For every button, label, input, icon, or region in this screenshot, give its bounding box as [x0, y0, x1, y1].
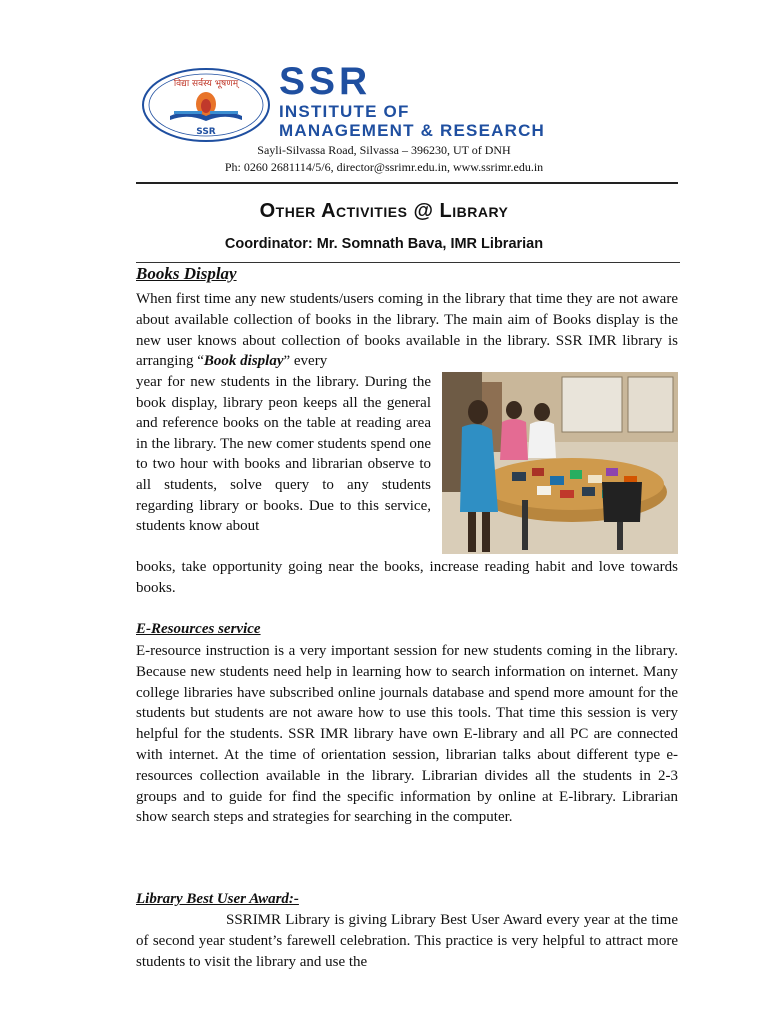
section-heading-best-user-award: Library Best User Award:- [136, 891, 299, 907]
e-resources-text: E-resource instruction is a very important session for new students coming in the library. Because new students need help in learning how to search information on internet. Many college libraries have subscribed online journals database and spend more amount for the students but students are not aware how to use this tools. That time this session is very helpful for the students. SSR IMR library have own E-library and all PC are connected with internet. At the time of orientation session, librarian talks about different type e-resources collection available in the library. Librarian divides all the students in 2-3 groups and to guide for find the specific information by online at E-library. Librarian show search steps and strategies for searching in the computer. [136, 643, 678, 826]
books-display-intro-a: When first time any new students/users coming in the library that time they are not aware about available collection of books in the library. The main aim of Books display is the new user knows about collection of books available in the library. SSR IMR library is arranging “ [136, 291, 678, 370]
contact-line: Ph: 0260 2681114/5/6, director@ssrimr.edu.in, www.ssrimr.edu.in [224, 160, 544, 174]
title-divider [136, 262, 680, 263]
coordinator-line: Coordinator: Mr. Somnath Bava, IMR Librarian [224, 236, 544, 252]
book-display-emphasis: Book display [203, 353, 284, 370]
section-heading-e-resources: E-Resources service [136, 621, 261, 637]
logo-motto: विद्या सर्वस्य भूषणम् [173, 79, 239, 89]
books-display-end-text: books, take opportunity going near the books, increase reading habit and love towards books. [136, 559, 678, 596]
best-user-award-text: SSRIMR Library is giving Library Best User Award every year at the time of second year student’s farewell celebration. This practice is very helpful to attract more students to visit the library and use the [136, 912, 678, 970]
books-display-intro-b: ” every [283, 353, 328, 370]
section-heading-books-display: Books Display [136, 264, 237, 283]
books-display-intro [136, 289, 678, 372]
header-divider [136, 182, 678, 184]
institute-name [279, 62, 545, 140]
book-display-photo [442, 372, 678, 554]
institute-short-name: SSR [279, 60, 372, 103]
books-display-side-text: year for new students in the library. During the book display, library peon keeps all the general and reference books on the table at reading area in the library. The new comer students spend one to two hour with books and librarian observe to all students, solve query to any students regarding library or books. Due to this service, students know about [136, 374, 431, 535]
institute-line-2: MANAGEMENT & RESEARCH [279, 121, 546, 140]
logo-text: SSR [196, 127, 216, 137]
address-line-1: Sayli-Silvassa Road, Silvassa – 396230, UT of DNH [257, 143, 511, 157]
institute-logo [140, 66, 275, 144]
page-title: Other Activities @ Library [259, 200, 509, 222]
institute-line-1: INSTITUTE OF [279, 102, 410, 121]
